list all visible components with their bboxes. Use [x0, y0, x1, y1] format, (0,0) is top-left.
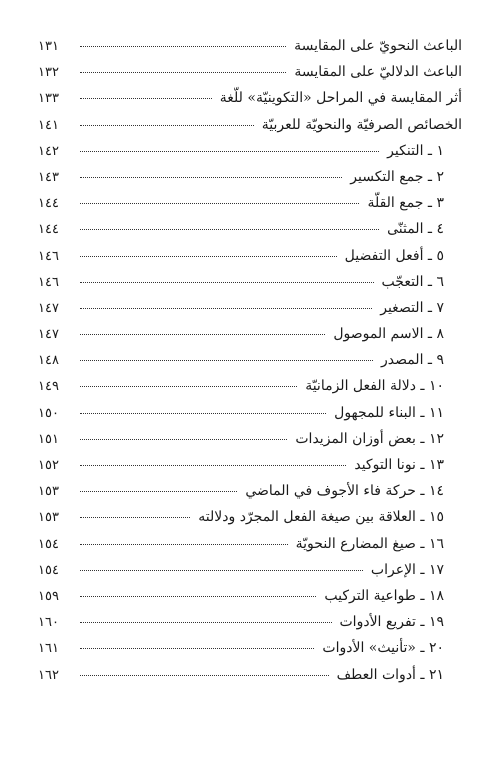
toc-entry-title: ٩ ـ المصدر — [380, 352, 444, 369]
toc-entry — [38, 352, 462, 378]
dot-leader — [80, 570, 363, 571]
toc-entry-title: ١ ـ التنكير — [387, 142, 444, 159]
toc-entry — [38, 640, 462, 666]
dot-leader — [80, 125, 254, 126]
toc-entry-title: ١٠ ـ دلالة الفعل الزمانيّة — [305, 378, 444, 395]
toc-entry-page-number: ١٣١ — [38, 39, 59, 54]
toc-entry-title: ٧ ـ التصغير — [380, 299, 444, 316]
toc-entry-page-number: ١٤٤ — [38, 196, 59, 212]
toc-entry — [38, 431, 462, 457]
toc-entry — [38, 300, 462, 326]
toc-entry-title: ١٩ ـ تفريع الأدوات — [339, 614, 444, 631]
dot-leader — [80, 229, 379, 230]
toc-entry-page-number: ١٥٢ — [38, 458, 59, 473]
dot-leader — [80, 282, 374, 283]
toc-entry — [38, 667, 462, 693]
toc-entry-title: ١١ ـ البناء للمجهول — [334, 404, 444, 421]
toc-entry-title: ١٨ ـ طواعية التركيب — [324, 587, 444, 604]
toc-entry-page-number: ١٤٦ — [38, 274, 59, 290]
dot-leader — [80, 177, 342, 178]
toc-entry-page-number: ١٤٧ — [38, 300, 59, 316]
toc-entry-title: الباعث الدلاليّ على المقايسة — [294, 64, 462, 81]
toc-entry-page-number: ١٤٢ — [38, 143, 59, 159]
toc-entry-page-number: ١٤٧ — [38, 327, 59, 343]
toc-entry — [38, 90, 462, 116]
toc-entry-title: ٢١ ـ أدوات العطف — [336, 666, 444, 683]
toc-entry-title: ١٤ ـ حركة فاء الأجوف في الماضي — [245, 483, 444, 500]
toc-entry — [38, 221, 462, 247]
dot-leader — [80, 544, 288, 545]
toc-entry-page-number: ١٤٤ — [38, 222, 59, 238]
toc-entry — [38, 248, 462, 274]
toc-entry-page-number: ١٣٣ — [38, 91, 59, 107]
dot-leader — [80, 386, 297, 387]
dot-leader — [80, 360, 373, 361]
dot-leader — [80, 308, 372, 309]
toc-entry — [38, 457, 462, 483]
dot-leader — [80, 413, 326, 414]
dot-leader — [80, 334, 325, 335]
toc-entry — [38, 562, 462, 588]
toc-entry-page-number: ١٥١ — [38, 431, 59, 447]
toc-entry-page-number: ١٤١ — [38, 117, 59, 133]
toc-entry-page-number: ١٥٣ — [38, 484, 59, 500]
toc-entry — [38, 38, 462, 64]
dot-leader — [80, 46, 286, 47]
dot-leader — [80, 491, 237, 492]
dot-leader — [80, 622, 332, 623]
dot-leader — [80, 517, 190, 518]
toc-entry — [38, 64, 462, 90]
toc-entry-title: ١٣ ـ نونا التوكيد — [354, 457, 444, 473]
dot-leader — [80, 648, 314, 649]
dot-leader — [80, 72, 286, 73]
toc-entry-title: الخصائص الصرفيّة والنحويّة للعربيّة — [261, 116, 462, 133]
toc-entry — [38, 169, 462, 195]
toc-entry-page-number: ١٥٤ — [38, 562, 59, 578]
table-of-contents — [38, 38, 462, 693]
toc-entry — [38, 405, 462, 431]
toc-entry — [38, 588, 462, 614]
toc-entry-page-number: ١٣٢ — [38, 65, 59, 81]
toc-entry — [38, 614, 462, 640]
toc-entry-title: ٢ ـ جمع التكسير — [350, 168, 444, 185]
toc-entry — [38, 536, 462, 562]
toc-entry-page-number: ١٦١ — [38, 641, 59, 657]
dot-leader — [80, 98, 212, 99]
dot-leader — [80, 151, 379, 152]
dot-leader — [80, 256, 337, 257]
toc-entry-page-number: ١٤٦ — [38, 248, 59, 264]
toc-entry-page-number: ١٥٩ — [38, 588, 59, 604]
toc-entry-title: ٢٠ ـ «تأنيث» الأدوات — [322, 640, 444, 657]
toc-entry — [38, 117, 462, 143]
toc-entry — [38, 195, 462, 221]
toc-entry — [38, 509, 462, 535]
toc-entry-page-number: ١٦٠ — [38, 615, 59, 631]
toc-entry-page-number: ١٤٨ — [38, 353, 59, 369]
toc-entry — [38, 326, 462, 352]
toc-entry-page-number: ١٤٩ — [38, 379, 59, 395]
dot-leader — [80, 596, 316, 597]
toc-entry — [38, 378, 462, 404]
toc-entry-title: ١٢ ـ بعض أوزان المزيدات — [295, 430, 444, 447]
toc-entry-page-number: ١٥٠ — [38, 405, 59, 421]
toc-entry — [38, 143, 462, 169]
toc-entry-page-number: ١٤٣ — [38, 169, 59, 185]
toc-entry-title: ٣ ـ جمع القلّة — [367, 195, 444, 212]
toc-entry-page-number: ١٦٢ — [38, 667, 59, 683]
dot-leader — [80, 465, 346, 466]
toc-entry-page-number: ١٥٤ — [38, 536, 59, 552]
toc-entry-title: ١٦ ـ صيغ المضارع النحويّة — [295, 535, 444, 552]
toc-entry-title: أثر المقايسة في المراحل «التكوينيّة» للّغة — [219, 90, 462, 107]
toc-entry-title: الباعث النحويّ على المقايسة — [294, 38, 462, 54]
dot-leader — [80, 675, 329, 676]
toc-entry-title: ٦ ـ التعجّب — [381, 273, 444, 290]
toc-entry — [38, 274, 462, 300]
toc-entry — [38, 483, 462, 509]
toc-entry-title: ١٧ ـ الإعراب — [370, 561, 444, 578]
toc-entry-page-number: ١٥٣ — [38, 510, 59, 526]
toc-entry-title: ٨ ـ الاسم الموصول — [333, 326, 444, 343]
dot-leader — [80, 203, 359, 204]
toc-entry-title: ٤ ـ المثنّى — [387, 221, 444, 238]
toc-entry-title: ١٥ ـ العلاقة بين صيغة الفعل المجرّد ودلالته — [198, 509, 444, 526]
dot-leader — [80, 439, 287, 440]
toc-entry-title: ٥ ـ أفعل التفضيل — [344, 247, 444, 264]
